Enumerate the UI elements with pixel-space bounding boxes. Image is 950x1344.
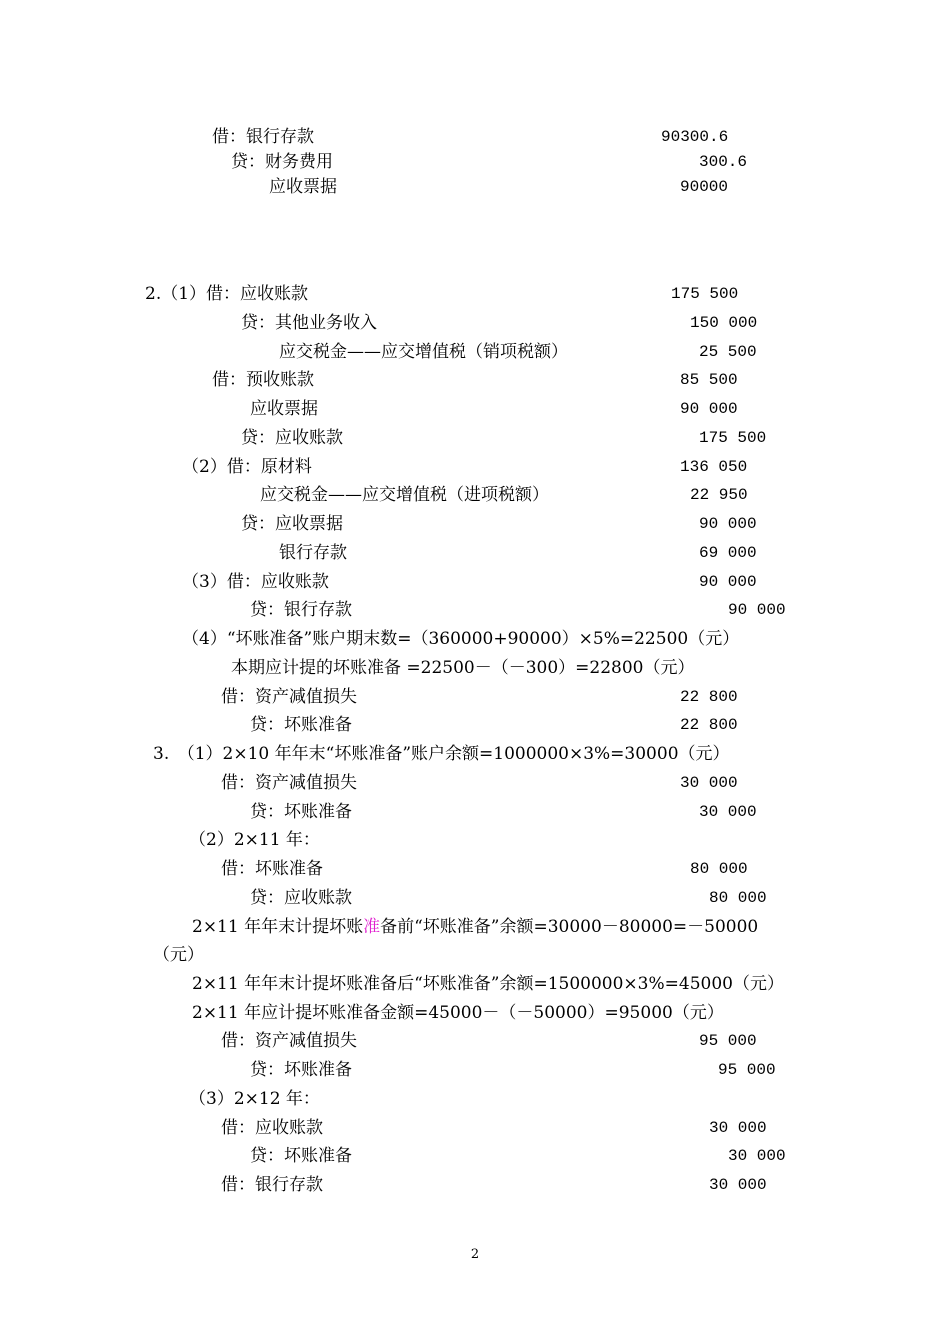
q3-calc-after: 2×11 年年末计提坏账准备后“坏账准备”余额=1500000×3%=45000（元） bbox=[192, 974, 784, 994]
q3-line: 借：银行存款 bbox=[221, 1175, 323, 1195]
q3-line: 借：资产减值损失 bbox=[221, 773, 357, 793]
q3-line: 借：坏账准备 bbox=[221, 859, 323, 879]
q3-line: 贷：坏账准备 bbox=[250, 1146, 352, 1166]
q2-2-line: （2）借：原材料 bbox=[182, 457, 312, 477]
q2-line: 借：预收账款 bbox=[212, 370, 314, 390]
amount: 175 500 bbox=[671, 285, 739, 303]
q2-line: 贷：其他业务收入 bbox=[241, 313, 377, 333]
q2-line: 贷：应收账款 bbox=[241, 428, 343, 448]
amount: 30 000 bbox=[709, 1176, 767, 1194]
q3-2-heading: （2）2×11 年： bbox=[189, 830, 320, 850]
amount: 136 050 bbox=[680, 458, 748, 476]
amount: 95 000 bbox=[699, 1032, 757, 1050]
amount: 175 500 bbox=[699, 429, 767, 447]
amount: 95 000 bbox=[718, 1061, 776, 1079]
q3-calc-wrap: （元） bbox=[153, 945, 204, 965]
q3-line: 借：应收账款 bbox=[221, 1118, 323, 1138]
q3-calc-before bbox=[192, 916, 758, 938]
amount: 85 500 bbox=[680, 371, 738, 389]
q2-1-line: 2.（1）借：应收账款 bbox=[145, 284, 309, 304]
amount: 80 000 bbox=[690, 860, 748, 878]
q3-line: 贷：应收账款 bbox=[250, 888, 352, 908]
amount: 30 000 bbox=[709, 1119, 767, 1137]
q2-line: 借：资产减值损失 bbox=[221, 687, 357, 707]
q3-3-heading: （3）2×12 年： bbox=[189, 1089, 320, 1109]
q2-line: 贷：应收票据 bbox=[241, 514, 343, 534]
q3-line: 贷：坏账准备 bbox=[250, 1060, 352, 1080]
amount: 22 950 bbox=[690, 486, 748, 504]
amount: 80 000 bbox=[709, 889, 767, 907]
amount: 300.6 bbox=[699, 153, 748, 171]
q2-line: 贷：银行存款 bbox=[250, 600, 352, 620]
q3-calc-provision: 2×11 年应计提坏账准备金额=45000－（－50000）=95000（元） bbox=[192, 1003, 724, 1023]
q2-3-line: （3）借：应收账款 bbox=[182, 572, 329, 592]
amount: 90000 bbox=[680, 178, 729, 196]
amount: 30 000 bbox=[728, 1147, 786, 1165]
q2-line: 应收票据 bbox=[250, 399, 318, 419]
highlighted-char: 准 bbox=[363, 917, 381, 937]
q2-4-line: （4）“坏账准备”账户期末数=（360000+90000）×5%=22500（元） bbox=[182, 629, 740, 649]
amount: 90 000 bbox=[699, 573, 757, 591]
q2-4-calc: 本期应计提的坏账准备 =22500－（－300）=22800（元） bbox=[231, 658, 695, 678]
entry-credit-notes: 应收票据 bbox=[269, 177, 337, 197]
page-number: 2 bbox=[470, 1247, 480, 1262]
q2-line: 银行存款 bbox=[279, 543, 347, 563]
amount: 30 000 bbox=[699, 803, 757, 821]
amount: 150 000 bbox=[690, 314, 758, 332]
amount: 90 000 bbox=[699, 515, 757, 533]
amount: 90 000 bbox=[680, 400, 738, 418]
q3-1-line: 3. （1）2×10 年年末“坏账准备”账户余额=1000000×3%=30000（元） bbox=[153, 744, 730, 764]
q3-line: 贷：坏账准备 bbox=[250, 802, 352, 822]
entry-debit-bank: 借：银行存款 bbox=[212, 127, 314, 147]
amount: 69 000 bbox=[699, 544, 757, 562]
entry-credit-finance: 贷：财务费用 bbox=[231, 152, 333, 172]
calc-text: 2×11 年年末计提坏账 bbox=[192, 917, 364, 937]
amount: 90 000 bbox=[728, 601, 786, 619]
q2-line: 贷：坏账准备 bbox=[250, 715, 352, 735]
amount: 30 000 bbox=[680, 774, 738, 792]
calc-text: 备前“坏账准备”余额=30000－80000=－50000 bbox=[380, 917, 759, 937]
q3-line: 借：资产减值损失 bbox=[221, 1031, 357, 1051]
q2-line: 应交税金——应交增值税（进项税额） bbox=[260, 485, 549, 505]
amount: 22 800 bbox=[680, 688, 738, 706]
amount: 25 500 bbox=[699, 343, 757, 361]
q2-line: 应交税金——应交增值税（销项税额） bbox=[279, 342, 568, 362]
amount: 22 800 bbox=[680, 716, 738, 734]
amount: 90300.6 bbox=[661, 128, 729, 146]
